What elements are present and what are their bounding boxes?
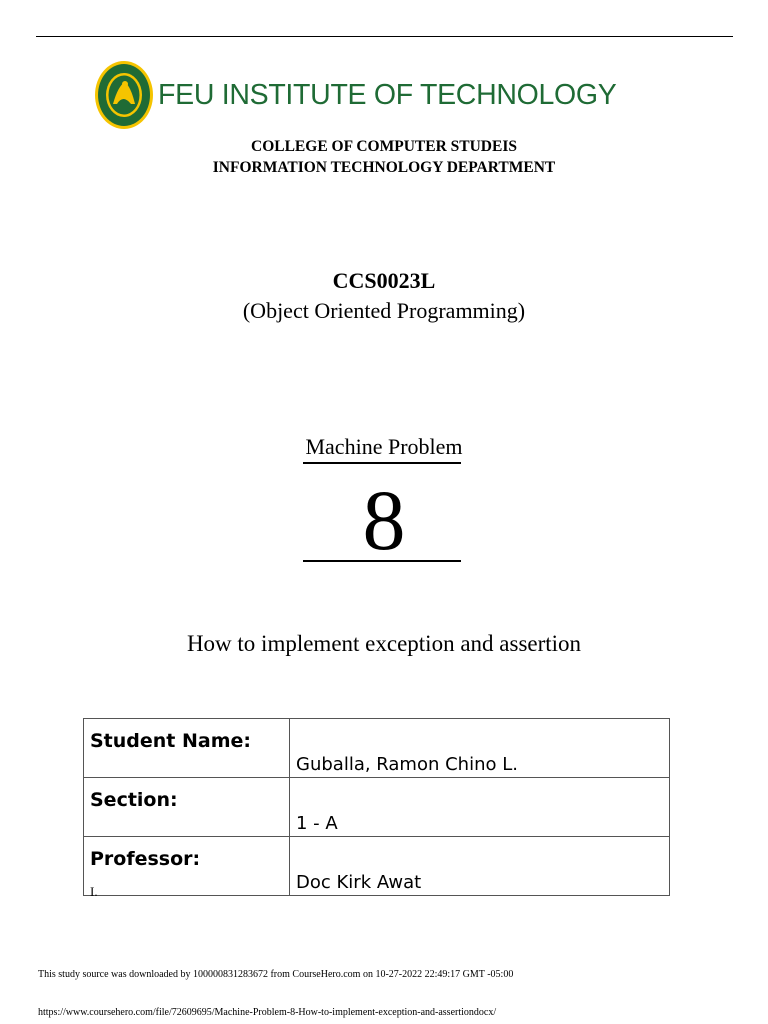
download-note: This study source was downloaded by 100000831283672 from CourseHero.com on 10-27-2022 22:49:17 GMT -05:00 bbox=[38, 969, 514, 980]
institution-header bbox=[94, 60, 617, 130]
student-info-table bbox=[83, 718, 670, 896]
machine-problem-number-underline bbox=[303, 560, 461, 562]
section-label: Section: bbox=[84, 778, 290, 837]
department-name: INFORMATION TECHNOLOGY DEPARTMENT bbox=[212, 159, 556, 176]
machine-problem-label: Machine Problem bbox=[305, 434, 463, 459]
section-value: 1 - A bbox=[290, 778, 670, 837]
student-name-value: Guballa, Ramon Chino L. bbox=[290, 719, 670, 778]
machine-problem-underline bbox=[303, 462, 461, 464]
course-name: (Object Oriented Programming) bbox=[242, 298, 526, 323]
topic-title: How to implement exception and assertion bbox=[186, 631, 582, 656]
course-code: CCS0023L bbox=[332, 268, 436, 293]
table-row bbox=[84, 719, 670, 778]
section-marker: I. bbox=[90, 884, 98, 899]
source-url[interactable]: https://www.coursehero.com/file/72609695/Machine-Problem-8-How-to-implement-exception-and-assertiondocx/ bbox=[38, 1007, 497, 1018]
professor-value: Doc Kirk Awat bbox=[290, 837, 670, 896]
college-name: COLLEGE OF COMPUTER STUDEIS bbox=[251, 138, 517, 155]
table-row bbox=[84, 837, 670, 896]
college-heading bbox=[0, 136, 768, 178]
student-name-label: Student Name: bbox=[84, 719, 290, 778]
table-row bbox=[84, 778, 670, 837]
machine-problem-number: 8 bbox=[362, 472, 406, 568]
top-rule bbox=[36, 36, 733, 37]
professor-label: Professor: bbox=[84, 837, 290, 896]
feu-tech-seal-icon bbox=[94, 60, 154, 130]
institution-name: FEU INSTITUTE OF TECHNOLOGY bbox=[158, 78, 617, 111]
